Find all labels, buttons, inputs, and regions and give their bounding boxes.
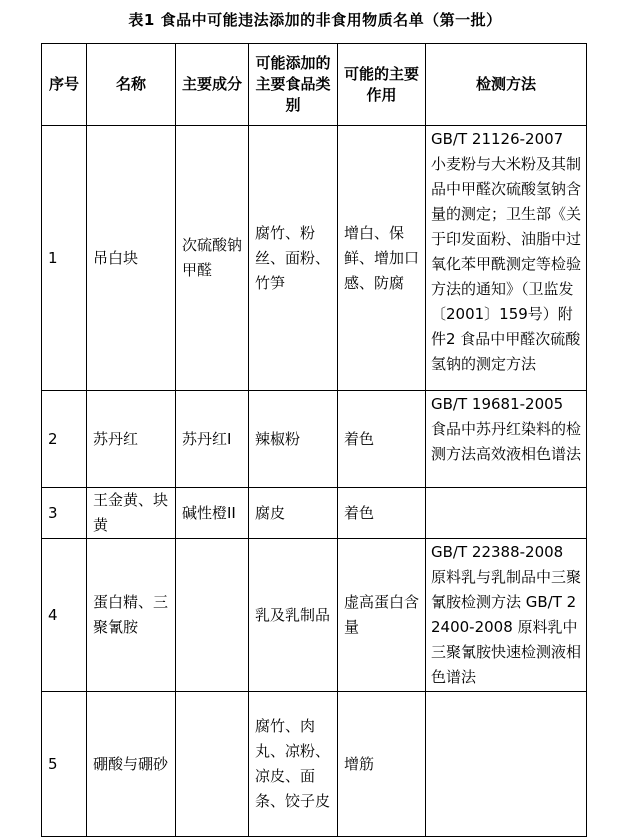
cell-seq: 4 — [42, 539, 87, 692]
cell-seq: 3 — [42, 488, 87, 539]
cell-seq: 5 — [42, 692, 87, 837]
header-method: 检测方法 — [426, 44, 587, 126]
cell-effect: 虚高蛋白含量 — [338, 539, 426, 692]
cell-foods: 乳及乳制品 — [249, 539, 338, 692]
cell-method: GB/T 21126-2007 小麦粉与大米粉及其制品中甲醛次硫酸氢钠含量的测定；卫生部《关于印发面粉、油脂中过氧化苯甲酰测定等检验方法的通知》（卫监发〔2001〕159号）附件2 食品中甲醛次硫酸氢钠的测定方法 — [426, 126, 587, 391]
cell-foods: 辣椒粉 — [249, 391, 338, 488]
header-seq: 序号 — [42, 44, 87, 126]
cell-method: GB/T 19681-2005 食品中苏丹红染料的检测方法高效液相色谱法 — [426, 391, 587, 488]
cell-effect: 着色 — [338, 488, 426, 539]
cell-component: 碱性橙II — [176, 488, 249, 539]
table-row — [42, 539, 587, 692]
table-row — [42, 391, 587, 488]
cell-foods: 腐竹、粉丝、面粉、竹笋 — [249, 126, 338, 391]
header-component: 主要成分 — [176, 44, 249, 126]
table-row — [42, 488, 587, 539]
cell-effect: 增筋 — [338, 692, 426, 837]
cell-seq: 1 — [42, 126, 87, 391]
cell-method — [426, 488, 587, 539]
cell-component: 次硫酸钠甲醛 — [176, 126, 249, 391]
cell-name: 硼酸与硼砂 — [87, 692, 176, 837]
cell-name: 吊白块 — [87, 126, 176, 391]
substance-table — [41, 43, 587, 837]
cell-effect: 增白、保鲜、增加口感、防腐 — [338, 126, 426, 391]
cell-effect: 着色 — [338, 391, 426, 488]
header-foods: 可能添加的主要食品类别 — [249, 44, 338, 126]
cell-method — [426, 692, 587, 837]
table-row — [42, 692, 587, 837]
table-header-row — [42, 44, 587, 126]
header-name: 名称 — [87, 44, 176, 126]
cell-name: 蛋白精、三聚氰胺 — [87, 539, 176, 692]
cell-foods: 腐皮 — [249, 488, 338, 539]
table-row — [42, 126, 587, 391]
cell-component: 苏丹红I — [176, 391, 249, 488]
cell-seq: 2 — [42, 391, 87, 488]
cell-name: 苏丹红 — [87, 391, 176, 488]
table-title: 表1 食品中可能违法添加的非食用物质名单（第一批） — [128, 11, 502, 29]
cell-method: GB/T 22388-2008 原料乳与乳制品中三聚氰胺检测方法 GB/T 22400-2008 原料乳中三聚氰胺快速检测液相色谱法 — [426, 539, 587, 692]
cell-component — [176, 692, 249, 837]
header-effect: 可能的主要作用 — [338, 44, 426, 126]
cell-foods: 腐竹、肉丸、凉粉、凉皮、面条、饺子皮 — [249, 692, 338, 837]
cell-component — [176, 539, 249, 692]
cell-name: 王金黄、块黄 — [87, 488, 176, 539]
